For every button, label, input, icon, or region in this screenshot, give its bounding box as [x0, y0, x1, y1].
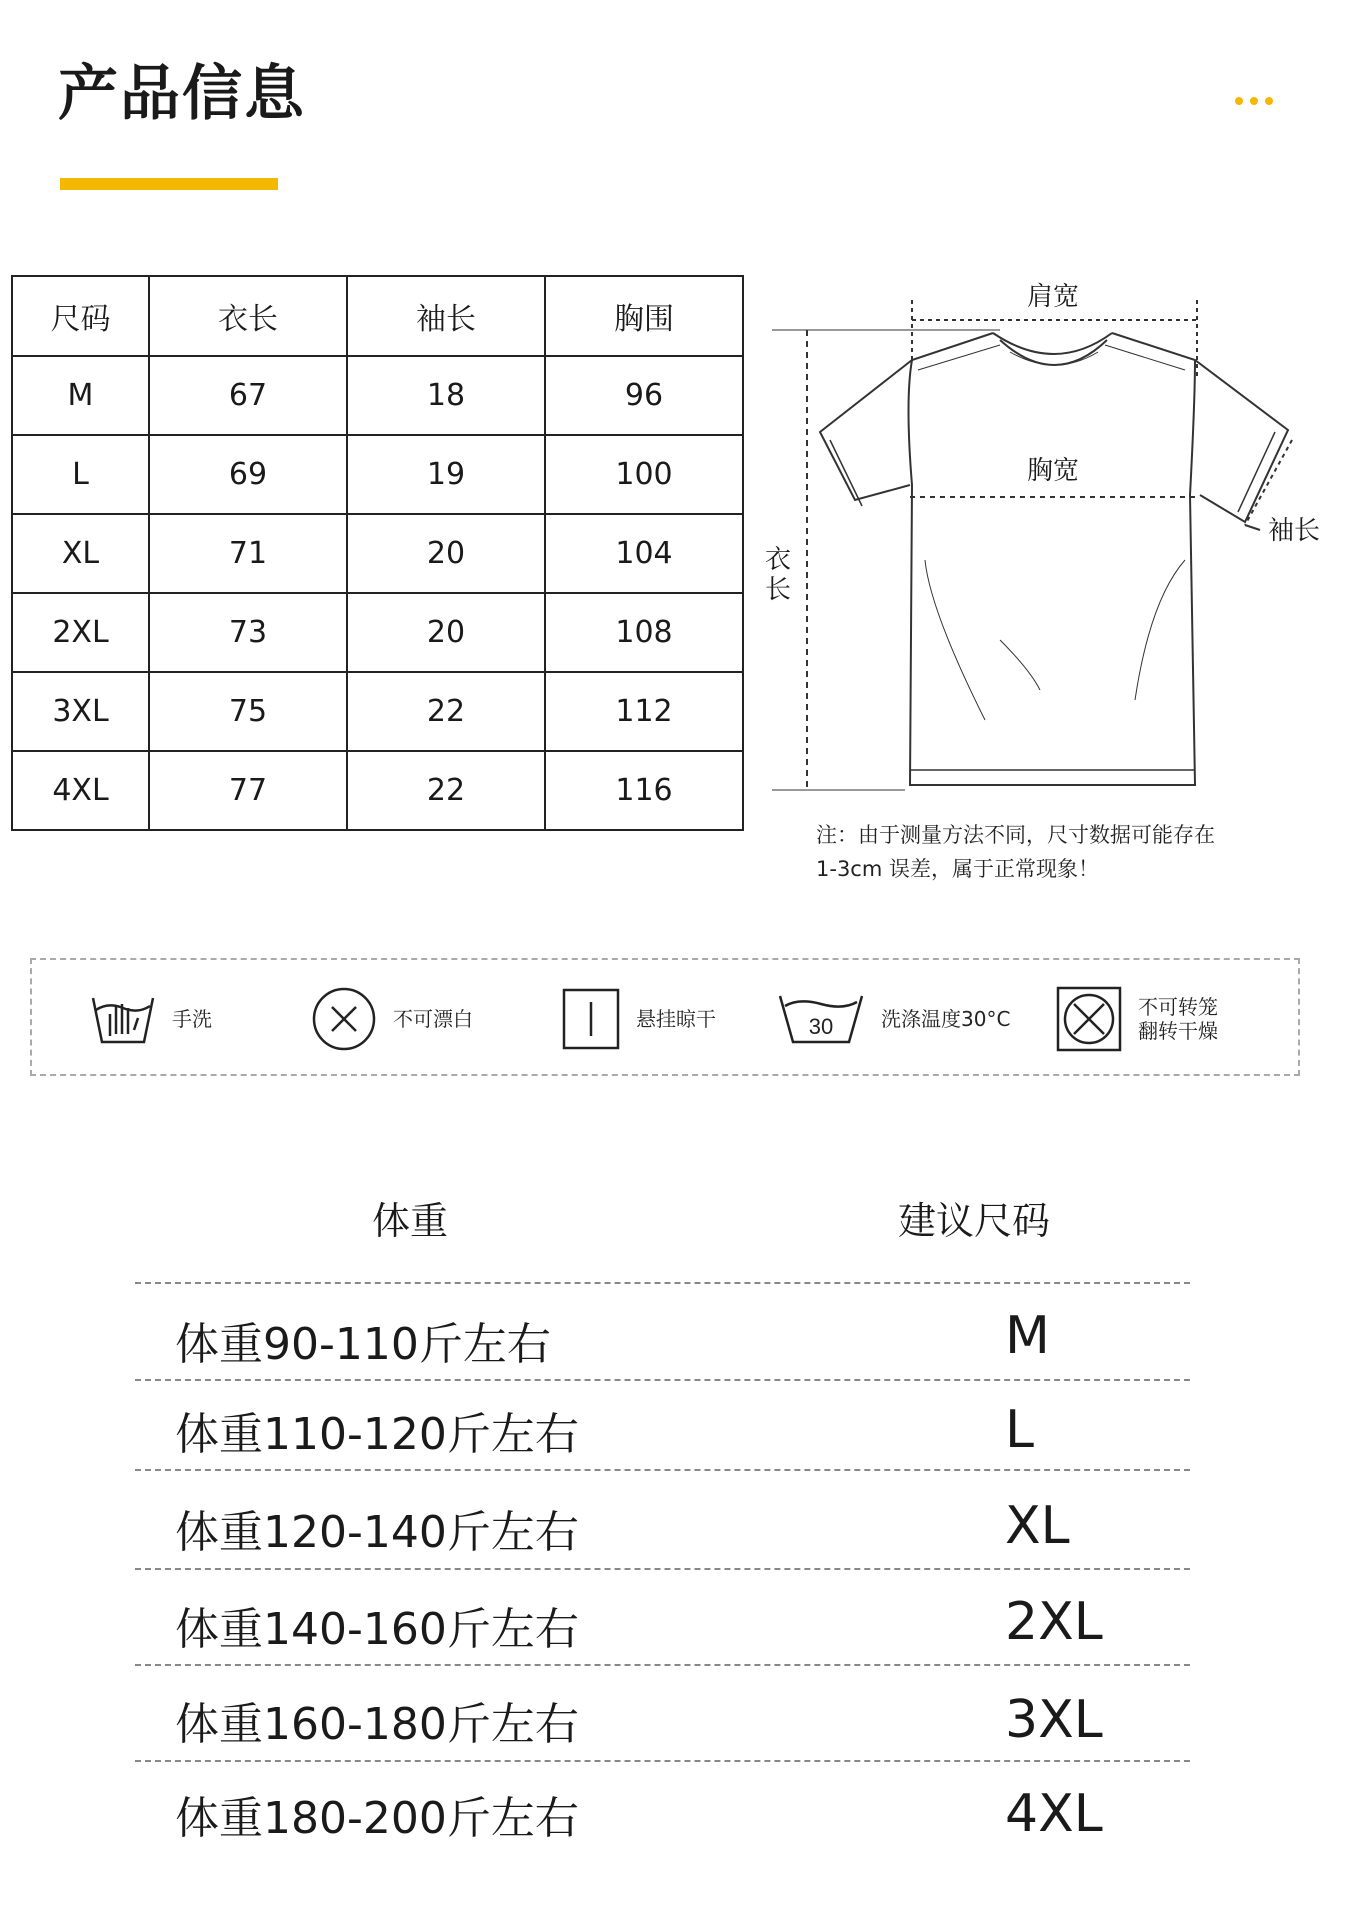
care-label: 悬挂晾干 — [636, 1007, 716, 1031]
recommended-size: 2XL — [1005, 1592, 1103, 1652]
care-label: 翻转干燥 — [1138, 1019, 1218, 1043]
table-row — [12, 593, 743, 672]
recommended-size: XL — [1005, 1496, 1070, 1556]
wash-30-icon — [777, 990, 865, 1048]
note-line: 1-3cm 误差，属于正常现象！ — [816, 857, 1099, 881]
sleeve-cell: 22 — [347, 751, 545, 830]
chest-cell: 104 — [545, 514, 743, 593]
row-divider — [135, 1664, 1190, 1666]
chest-cell: 112 — [545, 672, 743, 751]
care-label: 手洗 — [172, 1007, 212, 1031]
weight-range: 体重90-110斤左右 — [175, 1319, 551, 1370]
care-label: 洗涤温度30°C — [881, 1007, 1011, 1031]
table-row — [12, 435, 743, 514]
chest-cell: 96 — [545, 356, 743, 435]
no-bleach-icon — [311, 986, 377, 1052]
chest-cell: 100 — [545, 435, 743, 514]
chest-width-label: 胸宽 — [1027, 456, 1080, 486]
size-cell: L — [12, 435, 149, 514]
weight-range: 体重110-120斤左右 — [175, 1409, 579, 1460]
care-label: 不可转笼 — [1138, 995, 1218, 1019]
more-icon[interactable] — [1235, 97, 1273, 105]
size-cell: M — [12, 356, 149, 435]
size-table-header-row — [12, 276, 743, 356]
sleeve-cell: 22 — [347, 672, 545, 751]
care-no-bleach — [311, 960, 473, 1078]
table-row — [12, 751, 743, 830]
size-cell: 3XL — [12, 672, 149, 751]
recommended-size: M — [1005, 1306, 1050, 1366]
recommended-size: 3XL — [1005, 1690, 1103, 1750]
tshirt-diagram — [765, 265, 1310, 805]
recommended-size: 4XL — [1005, 1784, 1103, 1844]
note-line: 注：由于测量方法不同，尺寸数据可能存在 — [816, 823, 1215, 847]
care-hand-wash — [90, 960, 212, 1078]
care-no-tumble-dry — [1056, 960, 1218, 1078]
row-divider — [135, 1568, 1190, 1570]
chest-cell: 116 — [545, 751, 743, 830]
page-title: 产品信息 — [58, 59, 306, 129]
length-cell: 75 — [149, 672, 347, 751]
recommended-size: L — [1005, 1400, 1034, 1460]
wash-temp-value: 30 — [808, 1014, 834, 1039]
length-cell: 77 — [149, 751, 347, 830]
care-hang-dry — [562, 960, 716, 1078]
body-length-label: 衣长 — [764, 545, 791, 605]
no-tumble-dry-icon — [1056, 986, 1122, 1052]
length-cell: 71 — [149, 514, 347, 593]
chest-cell: 108 — [545, 593, 743, 672]
care-instructions — [30, 958, 1300, 1076]
sleeve-cell: 19 — [347, 435, 545, 514]
table-row — [12, 672, 743, 751]
hang-dry-icon — [562, 988, 620, 1050]
size-table — [11, 275, 744, 831]
size-table-header: 尺码 — [12, 276, 149, 356]
size-cell: XL — [12, 514, 149, 593]
table-row — [12, 514, 743, 593]
care-label-group — [1138, 995, 1218, 1043]
table-row — [12, 356, 743, 435]
size-cell: 2XL — [12, 593, 149, 672]
weight-range: 体重120-140斤左右 — [175, 1507, 579, 1558]
sleeve-cell: 18 — [347, 356, 545, 435]
weight-range: 体重160-180斤左右 — [175, 1699, 579, 1750]
hand-wash-icon — [90, 990, 156, 1048]
row-divider — [135, 1282, 1190, 1284]
care-label: 不可漂白 — [393, 1007, 473, 1031]
row-divider — [135, 1469, 1190, 1471]
sleeve-cell: 20 — [347, 593, 545, 672]
measurement-note — [816, 818, 1296, 886]
weight-range: 体重140-160斤左右 — [175, 1604, 579, 1655]
recommended-size-header: 建议尺码 — [898, 1199, 1051, 1243]
row-divider — [135, 1379, 1190, 1381]
length-cell: 69 — [149, 435, 347, 514]
length-cell: 67 — [149, 356, 347, 435]
size-cell: 4XL — [12, 751, 149, 830]
title-underline — [60, 178, 278, 190]
shoulder-width-label: 肩宽 — [1027, 282, 1080, 312]
sleeve-cell: 20 — [347, 514, 545, 593]
size-table-header: 袖长 — [347, 276, 545, 356]
row-divider — [135, 1760, 1190, 1762]
length-cell: 73 — [149, 593, 347, 672]
care-wash-temp — [777, 960, 1010, 1078]
weight-range: 体重180-200斤左右 — [175, 1793, 579, 1844]
size-table-header: 胸围 — [545, 276, 743, 356]
weight-header: 体重 — [372, 1199, 449, 1243]
sleeve-length-label: 袖长 — [1268, 516, 1321, 546]
size-table-header: 衣长 — [149, 276, 347, 356]
